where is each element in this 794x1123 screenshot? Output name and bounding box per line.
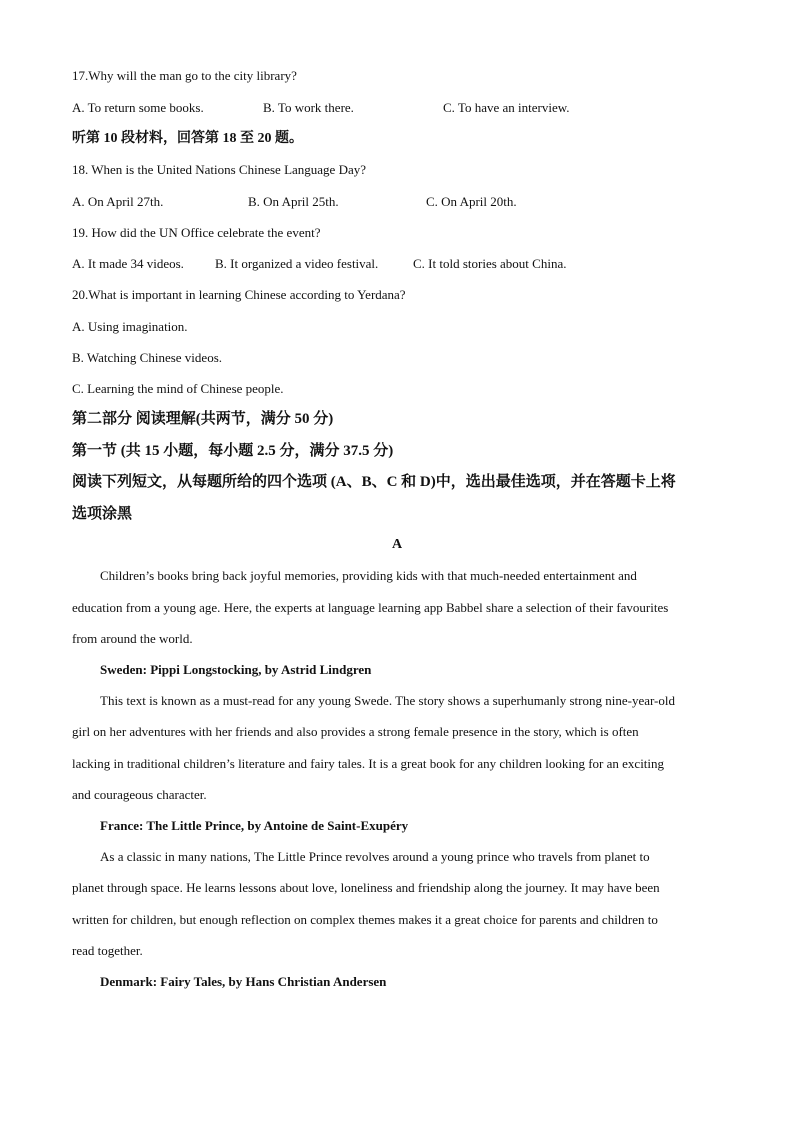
option-17c: C. To have an interview.	[443, 100, 570, 115]
intro-line: education from a young age. Here, the experts at language learning app Babbel share a selection of their favourites	[72, 600, 669, 615]
france-title: France: The Little Prince, by Antoine de Saint-Exupéry	[100, 818, 409, 833]
question-20: 20.What is important in learning Chinese according to Yerdana?	[72, 287, 406, 302]
option-20a: A. Using imagination.	[72, 319, 188, 334]
france-line: written for children, but enough reflection on complex themes makes it a great choice for parents and children to	[72, 912, 658, 927]
sweden-line: and courageous character.	[72, 787, 207, 802]
part2-instruction-line2: 选项涂黑	[72, 506, 133, 522]
passage-label: A	[391, 537, 403, 552]
france-line: planet through space. He learns lessons about love, loneliness and friendship along the journey. It may have been	[72, 880, 660, 895]
option-18a: A. On April 27th.	[72, 194, 164, 209]
option-17b: B. To work there.	[263, 100, 354, 115]
question-18: 18. When is the United Nations Chinese Language Day?	[72, 162, 366, 177]
question-19: 19. How did the UN Office celebrate the event?	[72, 225, 321, 240]
option-20c: C. Learning the mind of Chinese people.	[72, 381, 284, 396]
sweden-title: Sweden: Pippi Longstocking, by Astrid Lindgren	[100, 662, 372, 677]
section-10-instruction: 听第 10 段材料，回答第 18 至 20 题。	[72, 131, 303, 146]
option-19c: C. It told stories about China.	[413, 256, 567, 271]
part2-section1: 第一节 (共 15 小题，每小题 2.5 分，满分 37.5 分)	[72, 443, 394, 459]
option-19a: A. It made 34 videos.	[72, 256, 184, 271]
option-20b: B. Watching Chinese videos.	[72, 350, 223, 365]
option-19b: B. It organized a video festival.	[215, 256, 379, 271]
france-line: As a classic in many nations, The Little Prince revolves around a young prince who travels from planet to	[100, 849, 650, 864]
option-17a: A. To return some books.	[72, 100, 204, 115]
option-18c: C. On April 20th.	[426, 194, 517, 209]
sweden-line: lacking in traditional children’s literature and fairy tales. It is a great book for any children looking for an exciting	[72, 756, 665, 771]
france-line: read together.	[72, 943, 143, 958]
sweden-line: This text is known as a must-read for any young Swede. The story shows a superhumanly strong nine-year-old	[100, 693, 675, 708]
part2-instruction-line1: 阅读下列短文，从每题所给的四个选项 (A、B、C 和 D)中，选出最佳选项，并在答题卡上将	[72, 474, 676, 490]
option-18b: B. On April 25th.	[248, 194, 339, 209]
denmark-title: Denmark: Fairy Tales, by Hans Christian Andersen	[100, 974, 387, 989]
intro-line: from around the world.	[72, 631, 193, 646]
sweden-line: girl on her adventures with her friends and also provides a strong female presence in the story, which is often	[72, 724, 639, 739]
intro-line: Children’s books bring back joyful memories, providing kids with that much-needed entertainment and	[100, 568, 637, 583]
part2-title: 第二部分 阅读理解(共两节，满分 50 分)	[72, 411, 334, 427]
question-17: 17.Why will the man go to the city library?	[72, 68, 297, 83]
